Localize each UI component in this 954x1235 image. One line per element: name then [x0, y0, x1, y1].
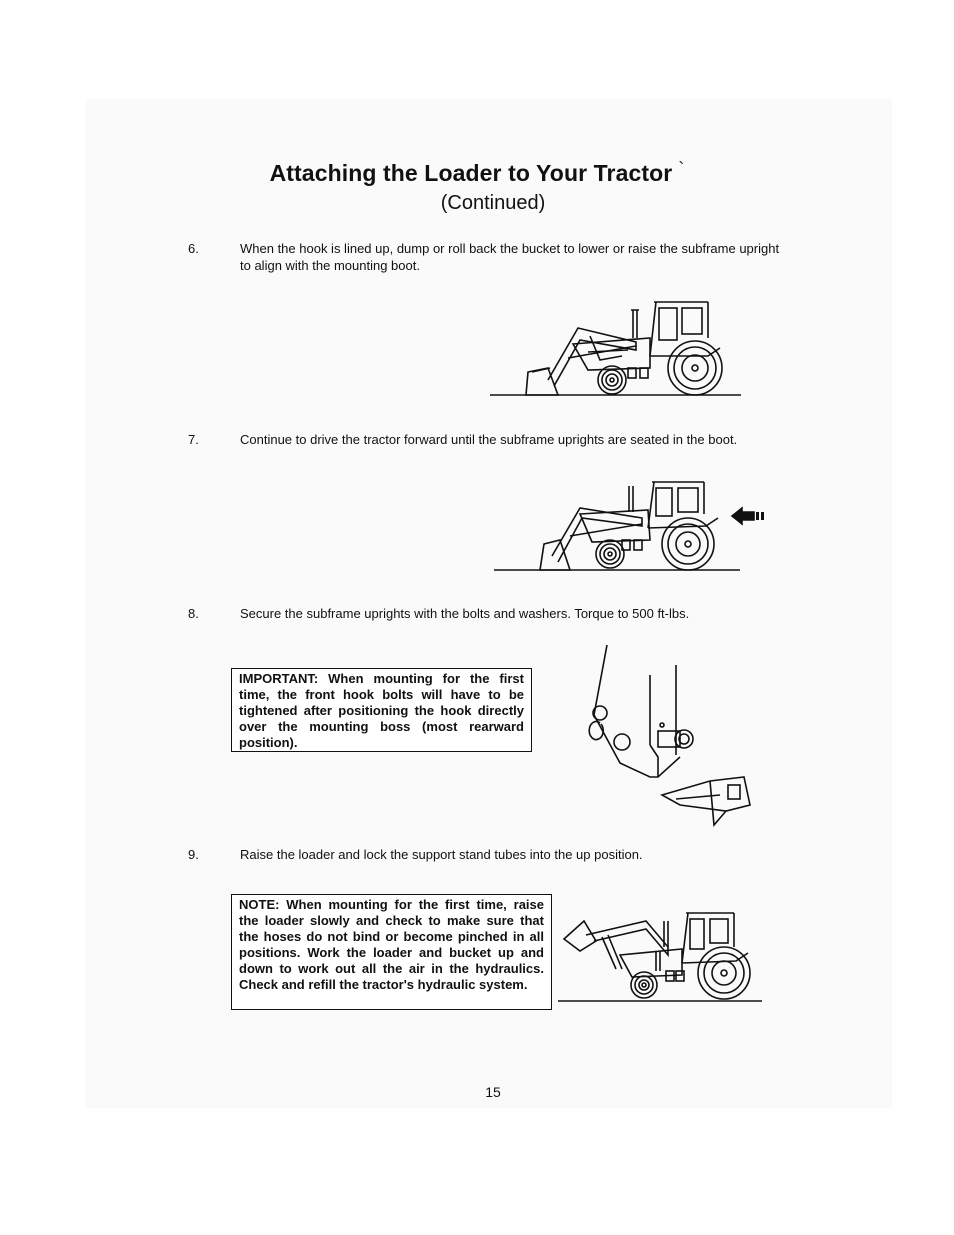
title-mark: `: [678, 159, 685, 179]
step-6-text: When the hook is lined up, dump or roll back the bucket to lower or raise the subframe upright to align with the mounting boot.: [240, 241, 780, 273]
step-7-text: Continue to drive the tractor forward until the subframe uprights are seated in the boot.: [240, 432, 738, 447]
tractor-figure-raised-loader: [556, 907, 766, 1005]
step-8-text: Secure the subframe uprights with the bolts and washers. Torque to 500 ft-lbs.: [240, 606, 690, 621]
step-8-number: 8.: [188, 606, 199, 621]
page-subtitle: (Continued): [440, 192, 546, 214]
tractor-figure-drive-forward: [492, 478, 772, 574]
step-9-number: 9.: [188, 847, 199, 862]
step-9-text: Raise the loader and lock the support stand tubes into the up position.: [240, 847, 643, 862]
page-title: Attaching the Loader to Your Tractor `: [269, 159, 685, 186]
page-number: 15: [485, 1084, 501, 1100]
important-callout: IMPORTANT: When mounting for the first time, the front hook bolts will have to be tightened after positioning the hook directly over the mounting boss (most rearward position).: [231, 668, 532, 752]
step-6-number: 6.: [188, 241, 199, 256]
mounting-boot-detail-figure: [580, 645, 770, 833]
note-callout: NOTE: When mounting for the first time, raise the loader slowly and check to make sure that the hoses do not bind or become pinched in all positions. Work the loader and bucket up and down to work out all the air in the hydraulics. Check and refill the tractor's hydraulic system.: [231, 894, 552, 1010]
step-7-number: 7.: [188, 432, 199, 447]
tractor-figure-dump-bucket: [488, 298, 748, 400]
